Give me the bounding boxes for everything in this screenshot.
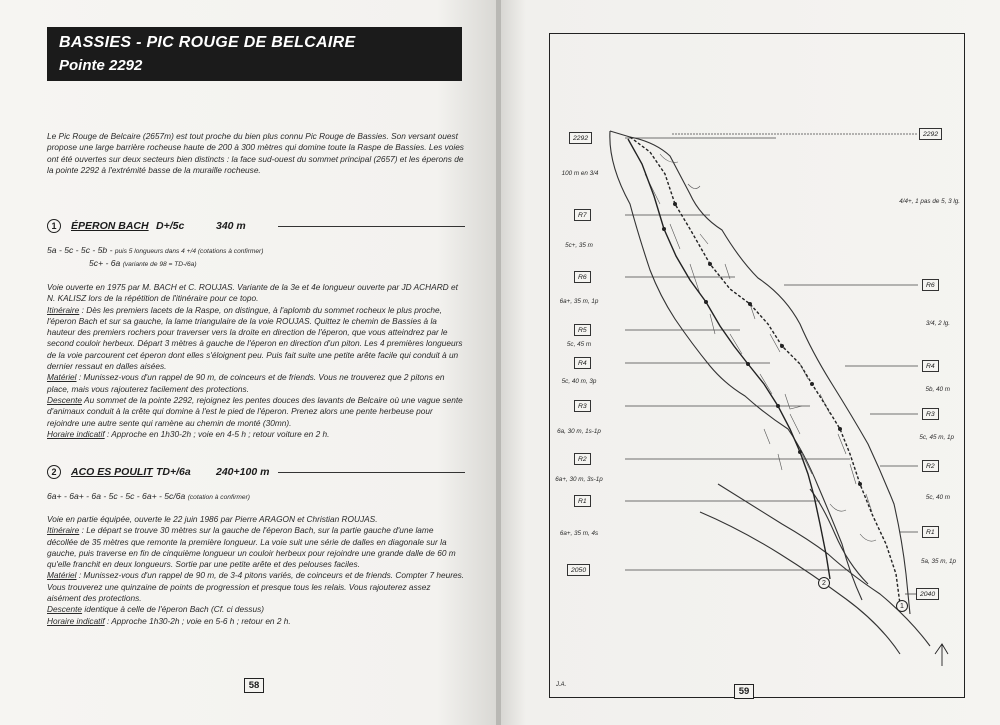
pitch-label: 6a+, 35 m, 1p	[559, 298, 599, 305]
divider-line	[278, 472, 465, 473]
route-1-pitch-grades: 5a - 5c - 5c - 5b - puis 5 longueurs dans 4 +/4 (cotations à confirmer)	[47, 245, 264, 255]
pitch-label: 5c+, 35 m	[565, 242, 593, 249]
title-banner	[47, 27, 462, 81]
pitch-label: 6a, 30 m, 1s-1p	[557, 428, 601, 435]
station-r4: R4	[574, 357, 591, 369]
route-grade: D+/5c	[156, 220, 185, 232]
route-1-line	[630, 137, 900, 604]
station-r2: R2	[574, 453, 591, 465]
route-2-line	[628, 139, 830, 579]
pitch-label: 6a+, 30 m, 3s-1p	[555, 476, 603, 483]
station-r1: R1	[574, 495, 591, 507]
pitch-label: 3/4, 2 lg.	[925, 320, 950, 327]
pitch-label: 5c, 45 m, 1p	[919, 434, 954, 441]
station-2292-right: 2292	[919, 128, 942, 140]
pitch-label: 100 m en 3/4	[561, 170, 599, 177]
divider-line	[278, 226, 465, 227]
approach-arrow	[935, 644, 948, 666]
route-2-pitch-grades: 6a+ - 6a+ - 6a - 5c - 5c - 6a+ - 5c/6a (cotation à confirmer)	[47, 491, 250, 501]
route-grade: TD+/6a	[156, 466, 191, 478]
intro-paragraph: Le Pic Rouge de Belcaire (2657m) est tout proche du bien plus connu Pic Rouge de Bassies. Son versant ouest propose une large barrière rocheuse haute de 200 à 300 mètres qui domine toute la Raspe de Bassies. Les voies ont été ouvertes sur deux secteurs bien distincts : la face sud-ouest du sommet principal (2657) et les éperons de la pointe 2292 à l'extrémité basse de la muraille rocheuse.	[47, 131, 464, 175]
route-length: 340 m	[216, 220, 246, 232]
pitch-label: 5c, 40 m	[925, 494, 950, 501]
station-2292-left: 2292	[569, 132, 592, 144]
route-1-header	[47, 219, 465, 233]
route-1-description: Voie ouverte en 1975 par M. BACH et C. ROUJAS. Variante de la 3e et 4e longueur ouverte par JD ACHARD et N. KALISZ lors de la répétition de l'itinéraire pour ce topo. Itinéraire : Dès les premiers lacets de la Raspe, on distingue, à l'aplomb du sommet rocheux le plus proche, l'éperon Bach et sur sa gauche, la lame triangulaire de la voie ROUJAS. Quittez le chemin de Bassies à la hauteur des premiers rochers pour traverser vers la droite en direction de l'éperon, que vous atteindrez par le second couloir herbeux. Départ 3 mètres à gauche de l'éperon en direction d'un piton. Les 4 premières longueurs de la voie parcourent cet éperon dont elles s'éloignent peu. Puis fait suite une petite arête facile qui conduit à un dernier ressaut en dalles aisées. Matériel : Munissez-vous d'un rappel de 90 m, de coinceurs et de friends. Vous ne trouverez que 2 pitons en place, mais vous rajouterez facilement des protections. Descente Au sommet de la pointe 2292, rejoignez les pentes douces des lavants de Belcaire où une vague sente d'animaux conduit à la crête qui domine à l'est le pied de l'éperon. Prenez alors une pente herbeuse pour rejoindre une autre sente qui ramène au chemin de monté (30mn). Horaire indicatif : Approche en 1h30-2h ; voie en 4-5 h ; retour voiture en 2 h.	[47, 282, 463, 439]
route-1-marker: 1	[896, 600, 908, 612]
route-2-header	[47, 465, 465, 479]
topo-drawing	[550, 34, 964, 697]
pitch-label: 5c, 45 m	[566, 341, 592, 348]
station-r6: R6	[574, 271, 591, 283]
station-guide-lines	[625, 134, 918, 594]
pitch-label: 5b, 40 m	[925, 386, 950, 393]
belay-dots	[662, 202, 862, 486]
drawing-credit: J.A.	[556, 682, 567, 688]
route-name: ACO ES POULIT	[71, 466, 153, 478]
route-length: 240+100 m	[216, 466, 270, 478]
right-page	[501, 0, 1000, 725]
station-r5: R5	[574, 324, 591, 336]
station-r2-right: R2	[922, 460, 939, 472]
pitch-label: 5c, 40 m, 3p	[561, 378, 597, 385]
route-number: 2	[47, 465, 61, 479]
route-name: ÉPERON BACH	[71, 220, 149, 232]
station-r3: R3	[574, 400, 591, 412]
page-subtitle: Pointe 2292	[59, 57, 143, 74]
left-page	[0, 0, 497, 725]
station-2050: 2050	[567, 564, 590, 576]
topo-frame	[549, 33, 965, 698]
pitch-label: 6a+, 35 m, 4s	[559, 530, 599, 537]
route-2-description: Voie en partie équipée, ouverte le 22 juin 1986 par Pierre ARAGON et Christian ROUJAS. Itinéraire : Le départ se trouve 30 mètres sur la gauche de l'éperon Bach, sur la partie gauche d'une lame décollée de 35 mètres que remonte la première longueur. La voie suit une série de dalles en diagonale sur la gauche, puis traverse en fin de cinquième longueur un couloir herbeux pour rejoindre une grande dalle de 60 m qu'elle franchit en deux longueurs. Sortie par une petite arête et des pelouses faciles. Matériel : Munissez-vous d'un rappel de 90 m, de 3-4 pitons variés, de coinceurs et de friends. Compter 7 heures. Vous trouverez une quinzaine de points de progression et presque tous les relais. Vous rajouterez assez aisément des protections. Descente identique à celle de l'éperon Bach (Cf. ci dessus) Horaire indicatif : Approche 1h30-2h ; voie en 5-6 h ; retour en 2 h.	[47, 514, 465, 626]
page-number: 59	[734, 684, 754, 699]
pitch-label: 5a, 35 m, 1p	[920, 558, 956, 565]
station-r6-right: R6	[922, 279, 939, 291]
station-r4-right: R4	[922, 360, 939, 372]
pitch-label: 4/4+, 1 pas de 5, 3 lg.	[899, 198, 960, 205]
station-r1-right: R1	[922, 526, 939, 538]
page-number: 58	[244, 678, 264, 693]
station-r7: R7	[574, 209, 591, 221]
route-1-variant-grades: 5c+ - 6a (variante de 98 = TD-/6a)	[89, 258, 197, 268]
station-2040: 2040	[916, 588, 939, 600]
station-r3-right: R3	[922, 408, 939, 420]
route-number: 1	[47, 219, 61, 233]
route-2-marker: 2	[818, 577, 830, 589]
page-title: BASSIES - PIC ROUGE DE BELCAIRE	[59, 34, 356, 51]
